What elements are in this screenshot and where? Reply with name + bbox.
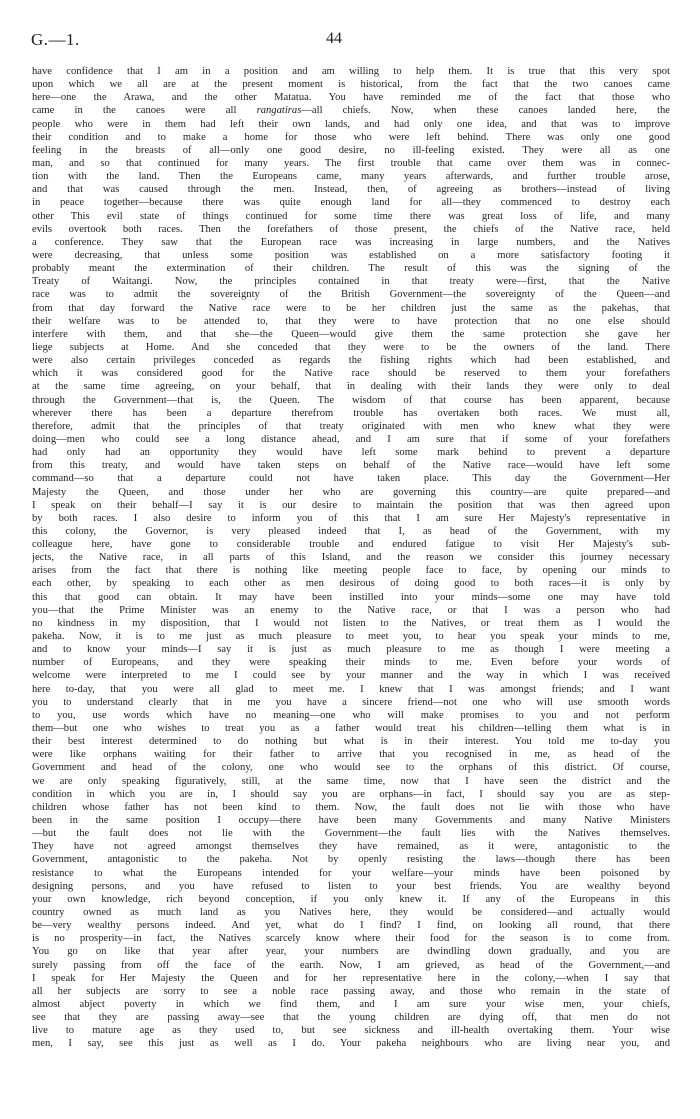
- text-line: to you, use words which have no meaning—one who will make promises to you and not perform: [32, 709, 670, 721]
- text-line: people who were in them had left their own lands, and had only one idea, and that was to improve: [32, 118, 670, 130]
- text-line: a conference. They saw that the European race was increasing in large numbers, and the Natives: [32, 236, 670, 248]
- text-line: doing—men who could see a long distance ahead, and I am sure that if some of your forefathers: [32, 433, 670, 445]
- text-line: you to understand clearly that in me you have a sincere friend—not one who will use smooth words: [32, 696, 670, 708]
- text-line: here to-day, that you were all glad to meet me. I knew that I was amongst friends; and I want: [32, 683, 670, 695]
- text-line: were like orphans waiting for their father to arrive that you recognised in me, as head of the: [32, 749, 670, 761]
- text-line: race was to admit the sovereignty of the British Government—the sovereignty of the Queen—and: [32, 289, 670, 301]
- text-line: man, and so that continued for many years. The first trouble that came over them was in connec-: [32, 157, 670, 169]
- text-line: and that was caused through the men. Instead, then, of agreeing as brothers—instead of living: [32, 184, 670, 196]
- text-line: surely passing from off the face of the earth. Now, I am grieved, as head of the Government,—and: [32, 959, 670, 971]
- body-text: [32, 65, 670, 1051]
- text-line: at the same time agreeing, on your behalf, that in dealing with their lands they were only to deal: [32, 381, 670, 393]
- page-number: 44: [326, 30, 342, 47]
- text-line: other This evil state of things continued for some time there was great loss of life, and many: [32, 210, 670, 222]
- text-line: Treaty of Waitangi. Now, the principles contained in that treaty were—first, that the Native: [32, 276, 670, 288]
- text-line: wherever there has been a departure therefrom trouble has overtaken both races. We must all,: [32, 407, 670, 419]
- text-line: feeling in the breasts of all—only one good desire, no ill-feeling existed. They were all as one: [32, 144, 670, 156]
- text-line: have confidence that I am in a position and am willing to help them. It is true that this very spot: [32, 66, 670, 77]
- text-line: resistance to what the Europeans intended for your welfare—your minds have been poisoned by: [32, 867, 670, 879]
- text-line: their condition and to make a home for those who were left behind. There was only one good: [32, 131, 670, 143]
- text-line: through the Government—that is, the Queen. The wisdom of that course has been apparent, because: [32, 394, 670, 406]
- text-line: probably meant the extermination of their children. The result of this was the signing of the: [32, 263, 670, 275]
- text-line: and to know your minds—I say it is just as much pleasure to me as though I were meeting a: [32, 644, 670, 656]
- text-line: which it was considered good for the Native race should be reserved to them your forefathers: [32, 368, 670, 380]
- text-line: country owned as much land as you Natives here, they would be considered—and actually would: [32, 907, 670, 918]
- text-line: condition in which you are in, I should say you are orphans—in fact, I should say you are as step-: [32, 788, 670, 800]
- text-line: their best interest determined to do nothing but what is in their interest. You told me to-day you: [32, 736, 670, 748]
- text-line: this colony, the Governor, is very pleased indeed that I, as head of the Government, with my: [32, 525, 670, 537]
- text-line: from this treaty, and would have taken steps on behalf of the Native race—would have left some: [32, 460, 670, 472]
- text-line: command—so that a departure could not have taken place. This day the Government—Her: [32, 473, 670, 485]
- text-line: be—very wealthy persons indeed. And yet, what do I find? I find, on looking all round, that there: [32, 920, 670, 932]
- text-line: designing persons, and you have refused to listen to your best friends. You are wealthy beyond: [32, 880, 670, 892]
- text-line: —but the fault does not lie with the Government—the fault lies with the Natives themselves.: [32, 828, 670, 840]
- text-line: They have not agreed amongst themselves they have remained, as it were, antagonistic to the: [32, 841, 670, 853]
- text-line: no kindness in my disposition, that I would not listen to the Natives, or treat them as I would the: [32, 617, 670, 629]
- text-line: had only had an opportunity they would have left some mark behind to prevent a departure: [32, 447, 670, 459]
- text-line: your own knowledge, rich beyond conception, if you only knew it. If any of the Europeans in this: [32, 893, 670, 905]
- text-line: you—that the Prime Minister was an enemy to the Native race, or that I was a person who had: [32, 604, 670, 616]
- text-line: therefore, admit that the principles of that treaty originated with men who knew what they were: [32, 420, 670, 432]
- text-line: upon which we all are at the present moment is historical, from the fact that the two canoes came: [32, 79, 670, 91]
- text-line: men, I say, see this just as well as I do. Your pakeha neighbours who are living near you, and: [32, 1038, 670, 1050]
- text-line: evils overtook both races. Then the forefathers of those present, the chiefs of the Native race, held: [32, 223, 670, 235]
- text-line: colleague here, have gone to considerable trouble and endured fatigue to visit Her Majesty's sub-: [32, 539, 670, 551]
- text-line: Government and head of the colony, one who would see to the orphans of this district. Of course,: [32, 762, 670, 774]
- text-line: live to mature age as they used to, but see sickness and ill-health overtaking them. Your wise: [32, 1025, 670, 1037]
- text-line: been in the same position I occupy—there have been many Governments and many Native Ministers: [32, 815, 670, 827]
- text-line: I speak on their behalf—I say it is our desire to maintain the position that was then agreed upon: [32, 499, 670, 511]
- text-line: them—but one who wishes to treat you as a father would treat his children—telling them what is in: [32, 723, 670, 735]
- text-line: from that day forward the Native race were to be her children just the same as the pakehas, that: [32, 302, 670, 314]
- text-line: we are only speaking figuratively, still, at the same time, now that I have seen the district and the: [32, 775, 670, 787]
- text-line: tion with the land. Then the Europeans came, many years afterwards, and further trouble arose,: [32, 171, 670, 183]
- text-line: see that they are passing away—see that the young children are dying off, that men do not: [32, 1012, 670, 1024]
- text-line: each other, by speaking to each other as men desirous of doing good to both races—it is only by: [32, 578, 670, 590]
- text-line: number of Europeans, and they were speaking their minds to me. Even before your words of: [32, 657, 670, 669]
- text-line: children whose father has not been kind to them. Now, the fault does not lie with those who have: [32, 801, 670, 813]
- text-line: were also certain privileges conceded as regards the fishing rights which had been established, and: [32, 355, 670, 367]
- text-line: welcome were interpreted to me I could see by your manner and the way in which I was received: [32, 670, 670, 682]
- document-reference: G.—1.: [31, 30, 80, 49]
- text-line: jects, the Native race, in all parts of this Island, and the reason we consider this journey necessary: [32, 552, 670, 564]
- text-line: You go on like that year after year, your numbers are dwindling down gradually, and you are: [32, 946, 670, 958]
- text-line: is no prosperity—in fact, the Natives scarcely know where their food for the season is to come from.: [32, 933, 670, 945]
- text-line: interfere with them, and that she—the Queen—would give them the same protection she gave her: [32, 328, 670, 340]
- text-line: I speak for Her Majesty the Queen and for her representative here in the colony,—when I say that: [32, 972, 670, 984]
- text-line: almost abject poverty in which we find them, and I am sure your wise men, your chiefs,: [32, 998, 670, 1010]
- text-line: here—one the Arawa, and the other Matatua. You have reminded me of the fact that those who: [32, 92, 670, 104]
- text-line: arises from the fact that there is nothing like meeting people face to face, by opening our minds to: [32, 565, 670, 577]
- text-line: pakeha. Now, it is to me just as much pleasure to meet you, to hear you speak your minds to me,: [32, 631, 670, 643]
- text-line: in peace together—because there was quite enough land for all—they commenced to destroy each: [32, 197, 670, 209]
- text-line: liege subjects at Home. And she conceded that they were to be the owners of the land. There: [32, 341, 670, 353]
- text-line: by both races. I also desire to inform you of this that I am sure Her Majesty's representative in: [32, 512, 670, 524]
- text-line: came in the canoes were all rangatiras—all chiefs. Now, when these canoes landed here, the: [32, 105, 670, 117]
- text-line: Majesty the Queen, and those under her who are governing this country—are quite prepared—and: [32, 486, 670, 498]
- text-line: all her subjects are sorry to see a noble race passing away, and those who remain in the state of: [32, 985, 670, 997]
- text-line: this that good can obtain. It may have been instilled into your minds—some one may have told: [32, 591, 670, 603]
- text-line: Government, antagonistic to the pakeha. Not by openly resisting the laws—though there has been: [32, 854, 670, 866]
- text-line: their welfare was to be attended to, that they were to have protection that no one else should: [32, 315, 670, 327]
- text-line: were decreasing, that unless some position was established on a more satisfactory footing it: [32, 249, 670, 261]
